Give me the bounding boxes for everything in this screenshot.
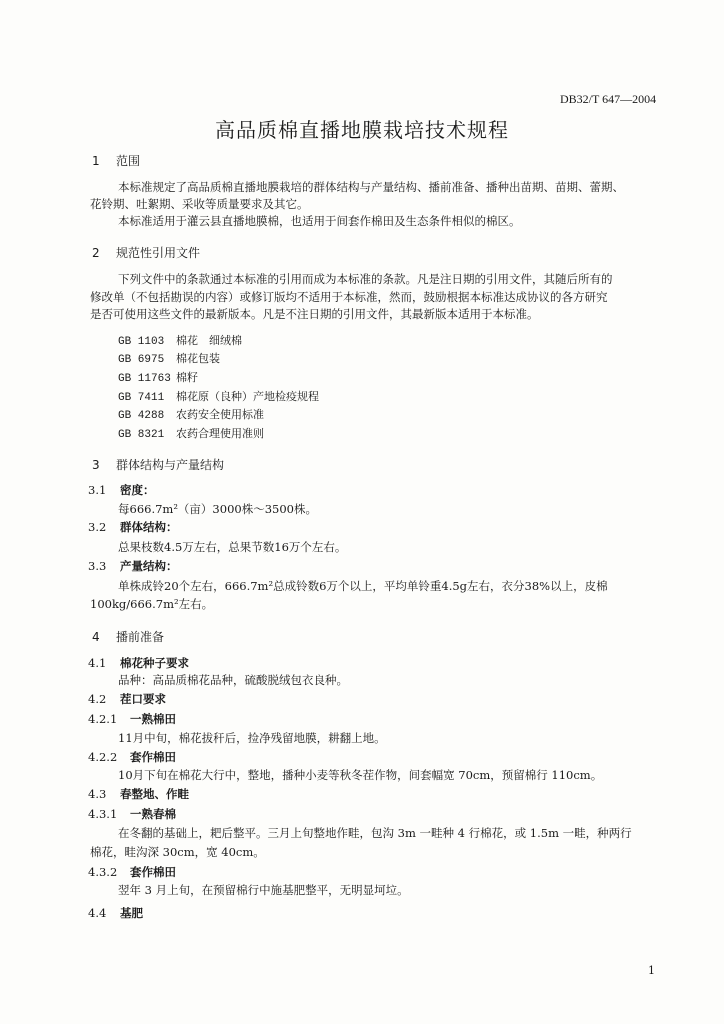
page-number: 1 [648,964,655,977]
section-number: 4 [92,630,100,644]
paragraph: 品种：高品质棉花品种，硫酸脱绒包衣良种。 [118,673,348,687]
subsection-title: 基肥 [120,906,143,920]
subsection-heading [88,749,176,765]
subsection-title: 一熟棉田 [130,712,176,726]
reference-name: 棉花包装 [176,352,220,365]
subsection-title: 套作棉田 [130,750,176,764]
document-title: 高品质棉直播地膜栽培技术规程 [215,118,509,142]
section-title: 播前准备 [116,630,165,644]
reference-item [118,369,198,385]
subsection-number: 4.1 [88,656,107,670]
section-number: 2 [92,246,100,260]
reference-code: GB 8321 [118,429,165,441]
subsection-title: 产量结构： [120,559,178,573]
reference-name: 农药合理使用准则 [176,427,264,440]
paragraph: 单株成铃20个左右，666.7m²总成铃数6万个以上，平均单铃重4.5g左右，衣分38%以上，皮棉 [118,579,608,593]
section-number: 3 [92,458,100,472]
section-title: 范围 [116,154,141,168]
subsection-number: 4.2.1 [88,712,118,726]
section-number: 1 [92,154,100,168]
subsection-number: 4.2.2 [88,750,118,764]
subsection-heading [88,864,176,880]
subsection-number: 3.1 [88,483,107,497]
subsection-heading [88,519,178,535]
paragraph: 11月中旬，棉花拔秆后，捡净残留地膜，耕翻上地。 [118,731,386,745]
subsection-heading [88,905,143,921]
paragraph: 在冬翻的基础上，耙后整平。三月上旬整地作畦，包沟 3m 一畦种 4 行棉花，或 1.5m 一畦，种两行 [118,826,632,840]
subsection-heading [88,711,176,727]
subsection-heading [88,806,176,822]
reference-item [118,406,264,422]
paragraph: 是否可使用这些文件的最新版本。凡是不注日期的引用文件，其最新版本适用于本标准。 [90,307,539,321]
subsection-title: 一熟春棉 [130,807,176,821]
subsection-heading [88,691,166,707]
reference-code: GB 4288 [118,410,165,422]
paragraph: 100kg/666.7m²左右。 [90,597,214,611]
subsection-title: 群体结构： [120,520,178,534]
subsection-title: 茬口要求 [120,692,166,706]
subsection-heading [88,786,189,802]
subsection-title: 套作棉田 [130,865,176,879]
subsection-number: 4.4 [88,906,107,920]
paragraph: 本标准规定了高品质棉直播地膜栽培的群体结构与产量结构、播前准备、播种出苗期、苗期、蕾期、 [118,180,624,194]
paragraph: 棉花，畦沟深 30cm，宽 40cm。 [90,845,265,859]
subsection-number: 3.3 [88,559,107,573]
reference-item [118,388,319,404]
subsection-number: 4.3 [88,787,107,801]
subsection-number: 4.3.2 [88,865,118,879]
paragraph: 下列文件中的条款通过本标准的引用而成为本标准的条款。凡是注日期的引用文件，其随后所有的 [118,272,613,286]
section-title: 规范性引用文件 [116,246,201,260]
reference-name: 棉籽 [176,371,198,384]
reference-code: GB 6975 [118,354,165,366]
paragraph: 翌年 3 月上旬，在预留棉行中施基肥整平，无明显坷垃。 [118,883,409,897]
section-heading-4 [92,628,164,645]
reference-code: GB 1103 [118,336,165,348]
paragraph: 本标准适用于灌云县直播地膜棉，也适用于间套作棉田及生态条件相似的棉区。 [118,214,521,228]
reference-code: GB 7411 [118,392,165,404]
subsection-title: 棉花种子要求 [120,656,189,670]
subsection-title: 密度： [120,483,155,497]
document-number: DB32/T 647—2004 [560,92,657,106]
section-heading-2 [92,244,200,261]
subsection-heading [88,655,189,671]
paragraph: 修改单（不包括勘误的内容）或修订版均不适用于本标准，然而，鼓励根据本标准达成协议的各方研究 [90,290,608,304]
subsection-heading [88,482,155,498]
paragraph: 10月下旬在棉花大行中，整地，播种小麦等秋冬茬作物，间套幅宽 70cm，预留棉行 110cm。 [118,768,603,782]
reference-item [118,332,242,348]
subsection-heading [88,558,178,574]
section-heading-3 [92,456,224,473]
paragraph: 花铃期、吐絮期、采收等质量要求及其它。 [90,197,309,211]
subsection-number: 4.2 [88,692,107,706]
section-heading-1 [92,152,140,169]
reference-code: GB 11763 [118,373,171,385]
paragraph: 每666.7m²（亩）3000株～3500株。 [118,502,317,516]
reference-item [118,350,220,366]
reference-name: 棉花原（良种）产地检疫规程 [176,390,319,403]
subsection-title: 春整地、作畦 [120,787,189,801]
reference-item [118,425,264,441]
reference-name: 农药安全使用标准 [176,408,264,421]
reference-name: 棉花 细绒棉 [176,334,242,347]
section-title: 群体结构与产量结构 [116,458,225,472]
paragraph: 总果枝数4.5万左右，总果节数16万个左右。 [118,540,347,554]
subsection-number: 3.2 [88,520,107,534]
subsection-number: 4.3.1 [88,807,118,821]
